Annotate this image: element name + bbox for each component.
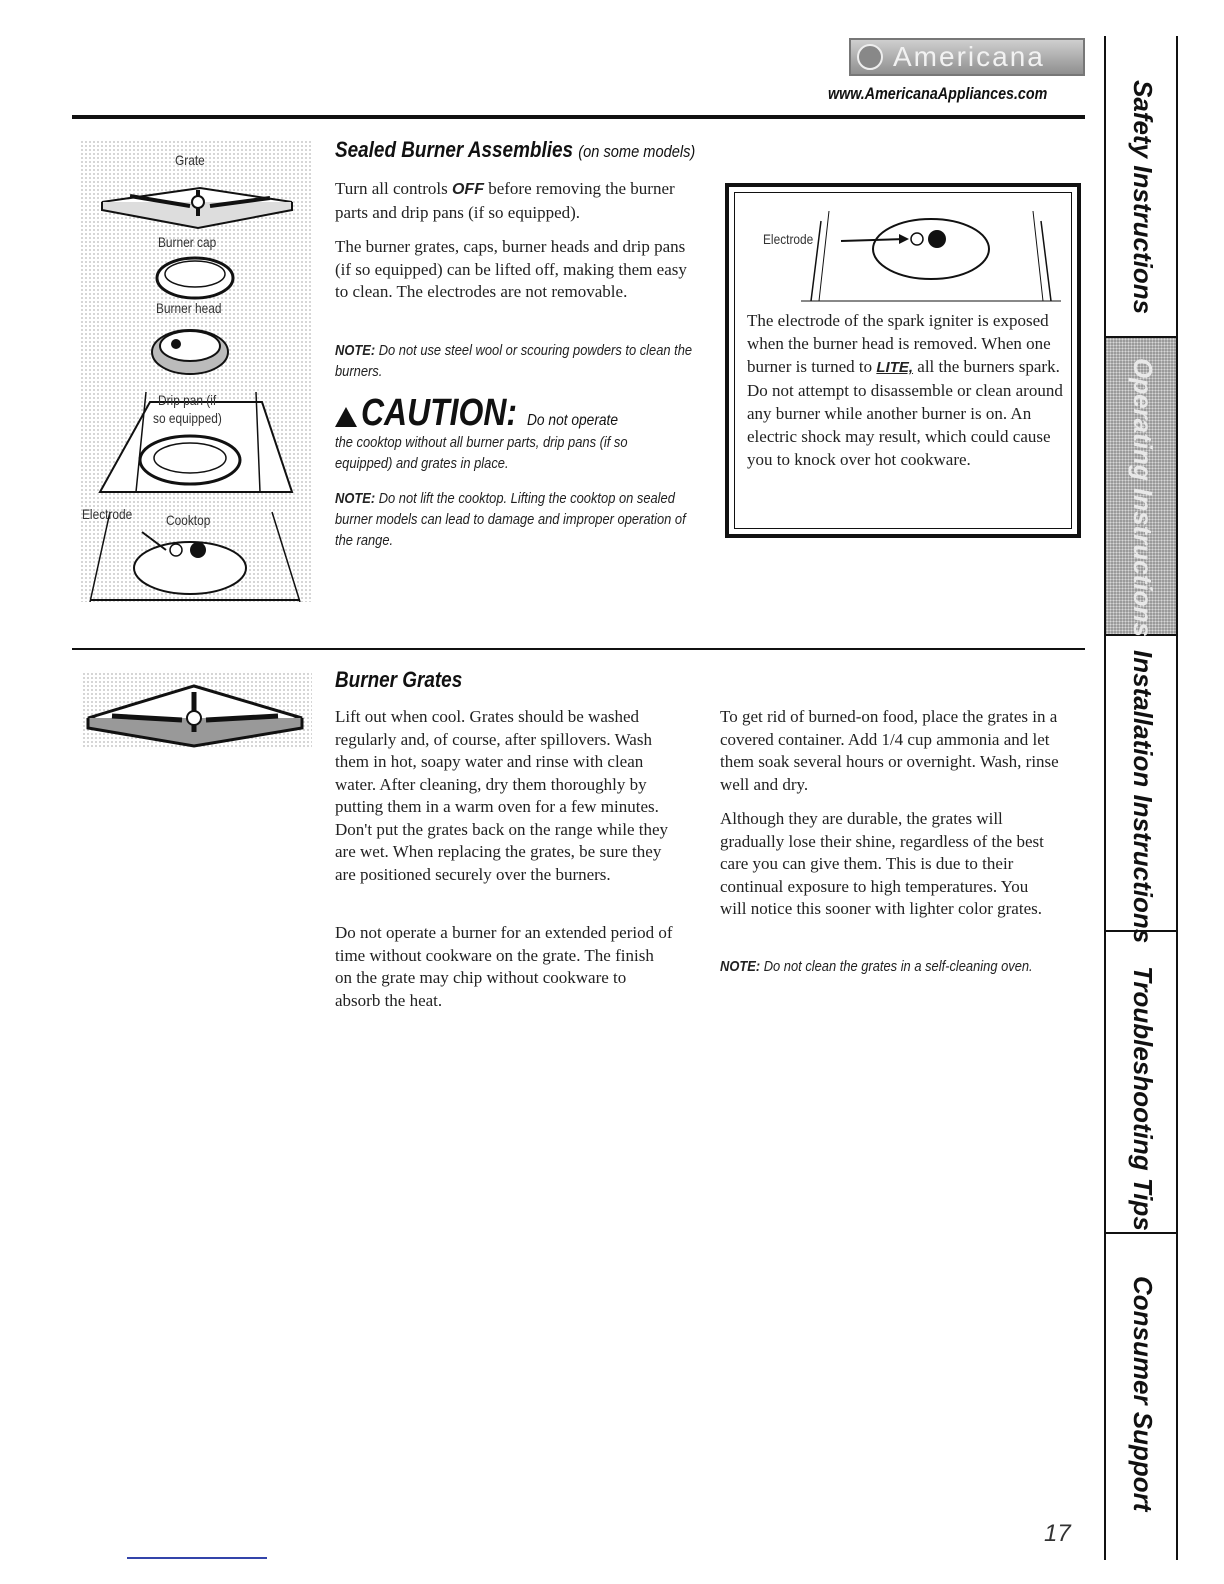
middle-rule (72, 648, 1085, 650)
electrode-box-text: The electrode of the spark igniter is exposed when the burner head is removed. When one burner is turned to LITE, all the burners spark. Do not attempt to disassemble or clean around any burner while another burner is on. An electric shock may result, which could cause you to knock over hot cookware. (747, 311, 1063, 469)
sealed-note-2: NOTE: Do not lift the cooktop. Lifting the cooktop on sealed burner models can lead to damage and improper operation of the range. (335, 490, 686, 549)
page-number: 17 (1044, 1520, 1071, 1547)
burner-grate-picture (82, 672, 312, 748)
warning-triangle-icon (335, 407, 357, 427)
bottom-link-line (127, 1557, 267, 1559)
label-burner-head: Burner head (156, 300, 222, 316)
top-rule (72, 115, 1085, 119)
sealed-para-2: The burner grates, caps, burner heads and drip pans (if so equipped) can be lifted off, making them easy to clean. The electrodes are not removable. (335, 237, 687, 301)
grates-col1-para2: Do not operate a burner for an extended period of time without cookware on the grate. The finish on the grate may chip without cookware to absorb the heat. (335, 923, 673, 1010)
caution-text: the cooktop without all burner parts, drip pans (if so equipped) and grates in place. (335, 434, 628, 472)
burner-assembly-drawing (80, 140, 312, 602)
label-cooktop: Cooktop (166, 512, 211, 528)
grates-col1-para1: Lift out when cool. Grates should be washed regularly and, of course, after spillovers. Wash them in hot, soapy water and rinse with clean water. After cleaning, dry them thoroughly by putting them in a warm oven for a few minutes. Don't put the grates back on the range while they are wet. When replacing the grates, be sure they are positioned securely over the burners. (335, 707, 669, 884)
tab-operating-instructions[interactable]: Operating Instructions (1106, 338, 1176, 636)
caution-line: CAUTION: Do not operate (335, 392, 633, 435)
box-label-electrode: Electrode (763, 231, 814, 247)
website-url[interactable]: www.AmericanaAppliances.com (828, 84, 1048, 103)
grates-col2-para2: Although they are durable, the grates will gradually lose their shine, regardless of the best care you can give them. This is due to their continual exposure to high temperatures. You will notice this sooner with lighter color grates. (720, 809, 1044, 918)
tab-consumer-support[interactable]: Consumer Support (1128, 1276, 1158, 1512)
tab-troubleshooting-tips[interactable]: Troubleshooting Tips (1106, 932, 1176, 1234)
brand-logo: Americana (849, 38, 1085, 76)
label-burner-cap: Burner cap (158, 234, 217, 250)
grates-note: NOTE: Do not clean the grates in a self-cleaning oven. (720, 958, 1033, 975)
tab-installation-instructions[interactable]: Installation Instructions (1106, 636, 1176, 932)
label-grate: Grate (175, 152, 205, 168)
burner-assembly-diagram (80, 140, 312, 602)
label-drip-pan-2: so equipped) (153, 410, 222, 426)
burner-grates-heading: Burner Grates (335, 667, 463, 692)
label-drip-pan-1: Drip pan (if (158, 392, 217, 408)
tab-safety-instructions[interactable]: Safety Instructions (1106, 36, 1176, 338)
sealed-burner-heading: Sealed Burner Assemblies (on some models) (335, 137, 696, 162)
label-electrode: Electrode (82, 506, 133, 522)
burner-grate-drawing (82, 672, 312, 748)
grates-col2-para1: To get rid of burned-on food, place the grates in a covered container. Add 1/4 cup ammonia and let them soak several hours or overnight. Wash, rinse well and dry. (720, 707, 1059, 794)
logo-emblem-icon (857, 44, 883, 70)
sealed-para-1: Turn all controls OFF before removing the burner parts and drip pans (if so equipped). (335, 179, 675, 222)
electrode-info-box (725, 183, 1081, 538)
electrode-diagram (741, 201, 1071, 311)
sealed-note-1: NOTE: Do not use steel wool or scouring powders to clean the burners. (335, 342, 693, 380)
